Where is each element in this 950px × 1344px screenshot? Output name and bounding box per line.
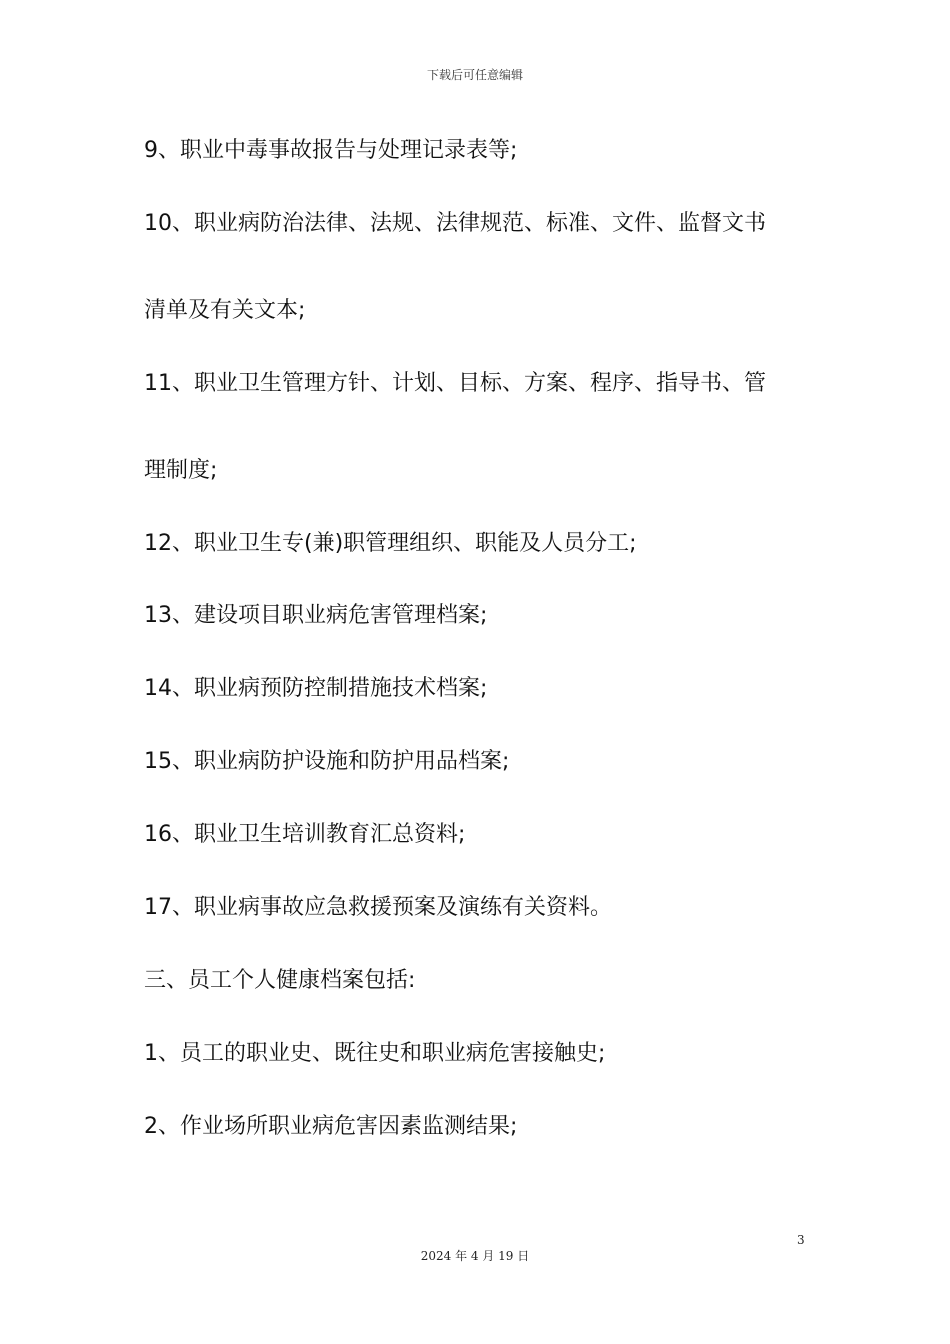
text-line: 11、职业卫生管理方针、计划、目标、方案、程序、指导书、管 [144,371,766,396]
text-line: 三、员工个人健康档案包括: [144,968,416,993]
page-footer-date: 2024 年 4 月 19 日 [420,1249,530,1263]
text-line: 10、职业病防治法律、法规、法律规范、标准、文件、监督文书 [144,211,766,236]
text-line: 清单及有关文本; [144,298,306,323]
text-line: 13、建设项目职业病危害管理档案; [144,603,488,628]
text-line: 1、员工的职业史、既往史和职业病危害接触史; [144,1041,606,1066]
text-line: 16、职业卫生培训教育汇总资料; [144,822,466,847]
text-line: 9、职业中毒事故报告与处理记录表等; [144,138,518,163]
text-line: 17、职业病事故应急救援预案及演练有关资料。 [144,895,612,920]
page-number: 3 [797,1233,805,1247]
text-line: 15、职业病防护设施和防护用品档案; [144,749,510,774]
text-line: 2、作业场所职业病危害因素监测结果; [144,1114,518,1139]
text-line: 14、职业病预防控制措施技术档案; [144,676,488,701]
text-line: 12、职业卫生专(兼)职管理组织、职能及人员分工; [144,531,637,556]
page-header: 下载后可任意编辑 [426,68,523,82]
text-line: 理制度; [144,458,218,483]
